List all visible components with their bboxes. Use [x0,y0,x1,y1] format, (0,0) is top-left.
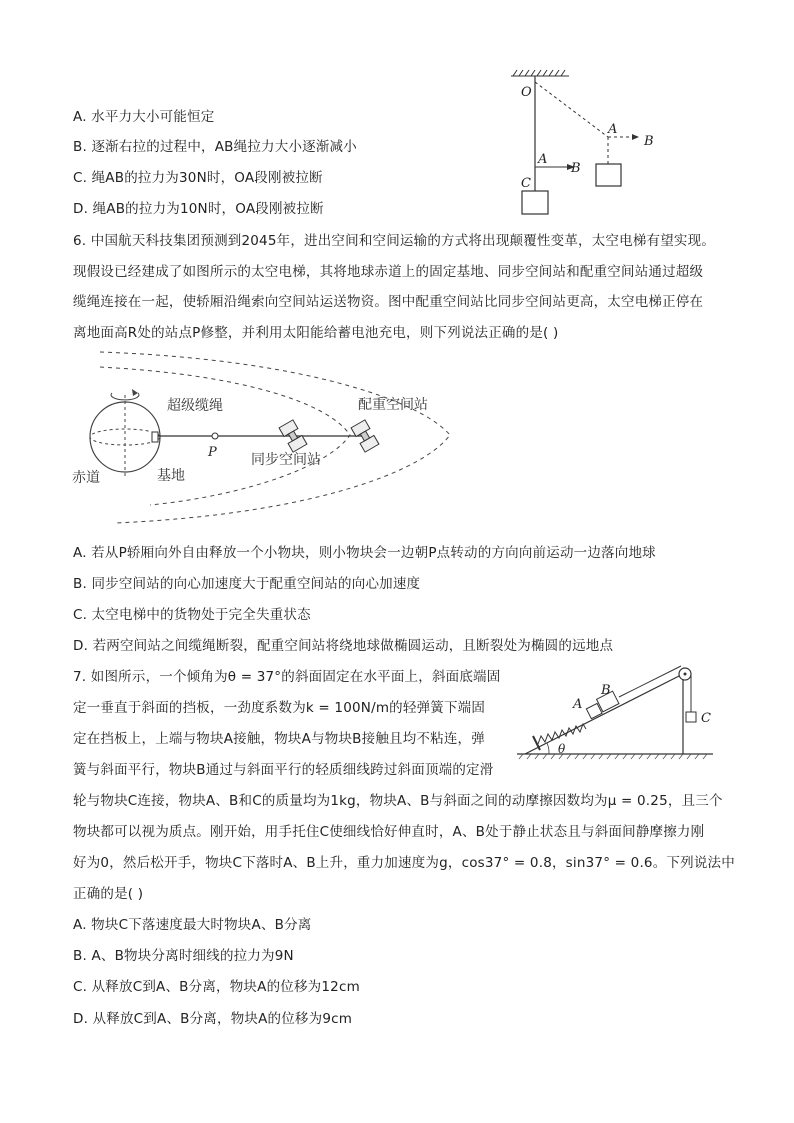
arrow-head [132,389,138,396]
q7-stem-line-2: 定一垂直于斜面的挡板，一劲度系数为k = 100N/m的轻弹簧下端固 [73,700,486,716]
block-c [522,191,548,214]
block-c [686,712,696,722]
counterweight-station-icon [351,420,379,452]
q6-option-c: C. 太空电梯中的货物处于完全失重状态 [73,607,311,623]
label-counterweight-station: 配重空间站 [358,397,428,413]
q7-incline-figure [513,664,723,764]
label-sync-station: 同步空间站 [251,452,321,468]
q7-option-a: A. 物块C下落速度最大时物块A、B分离 [73,917,312,933]
q6-space-elevator-figure [0,345,794,535]
q7-stem-line-4: 簧与斜面平行，物块B通过与斜面平行的轻质细线跨过斜面顶端的定滑 [73,762,494,778]
ground-hatch [519,754,707,759]
q5-option-a: A. 水平力大小可能恒定 [73,109,215,125]
dashed-rope [535,82,608,137]
label-a-displaced: A [608,122,618,137]
q7-stem-line-3: 定在挡板上，上端与物块A接触，物块A与物块B接触且均不粘连，弹 [73,731,485,747]
q7-option-c: C. 从释放C到A、B分离，物块A的位移为12cm [73,979,360,995]
q7-stem-line-1: 7. 如图所示，一个倾角为θ = 37°的斜面固定在水平面上，斜面底端固 [73,669,501,685]
label-a: A [538,152,548,167]
q6-stem-line-2: 现假设已经建成了如图所示的太空电梯，其将地球赤道上的固定基地、同步空间站和配重空间站通过超级 [73,264,704,280]
label-base: 基地 [157,468,185,484]
base-station [152,432,158,442]
q6-stem-line-1: 6. 中国航天科技集团预测到2045年，进出空间和空间运输的方式将出现颠覆性变革，太空电梯有望实现。 [73,233,716,249]
q6-stem-line-3: 缆绳连接在一起，使轿厢沿绳索向空间站运送物资。图中配重空间站比同步空间站更高，太空电梯正停在 [73,294,704,310]
ceiling-hatch [511,70,569,76]
block-c-displaced [596,164,621,186]
q7-stem-line-7: 好为0，然后松开手，物块C下落时A、B上升，重力加速度为g，cos37° = 0.8，sin37° = 0.6。下列说法中 [73,855,735,871]
q5-option-c: C. 绳AB的拉力为30N时，OA段刚被拉断 [73,170,323,186]
q5-option-b: B. 逐渐右拉的过程中，AB绳拉力大小逐渐减小 [73,139,357,155]
q7-option-d: D. 从释放C到A、B分离，物块A的位移为9cm [73,1011,353,1027]
label-super-cable: 超级缆绳 [167,398,223,414]
q5-pendulum-figure [505,68,675,218]
q7-stem-line-5: 轮与物块C连接，物块A、B和C的质量均为1kg，物块A、B与斜面之间的动摩擦因数均为μ = 0.25，且三个 [73,793,723,809]
point-p [212,433,218,439]
label-o: O [521,85,532,100]
label-c: C [521,176,531,191]
q5-option-d: D. 绳AB的拉力为10N时，OA段刚被拉断 [73,201,324,217]
label-p: P [208,445,217,460]
q6-option-d: D. 若两空间站之间缆绳断裂，配重空间站将绕地球做椭圆运动，且断裂处为椭圆的远地点 [73,638,614,654]
label-equator: 赤道 [72,470,100,486]
label-a: A [573,697,583,712]
label-c: C [701,711,711,726]
string [619,666,681,697]
q7-stem-line-8: 正确的是( ) [73,886,144,902]
label-theta: θ [558,742,566,756]
sync-station-icon [279,420,307,452]
q7-option-b: B. A、B物块分离时细线的拉力为9N [73,948,294,964]
q6-option-b: B. 同步空间站的向心加速度大于配重空间站的向心加速度 [73,576,421,592]
label-b: B [571,161,581,176]
angle-arc [547,743,549,754]
label-b: B [601,683,611,698]
q6-stem-line-4: 离地面高R处的站点P修整，并利用太阳能给蓄电池充电，则下列说法正确的是( ) [73,325,559,341]
q6-option-a: A. 若从P轿厢向外自由释放一个小物块，则小物块会一边朝P点转动的方向向前运动一边落向地球 [73,545,656,561]
q7-stem-line-6: 物块都可以视为质点。刚开始，用手托住C使细线恰好伸直时，A、B处于静止状态且与斜面间静摩擦力刚 [73,824,705,840]
label-b-displaced: B [644,134,654,149]
arrow-head [632,134,639,140]
